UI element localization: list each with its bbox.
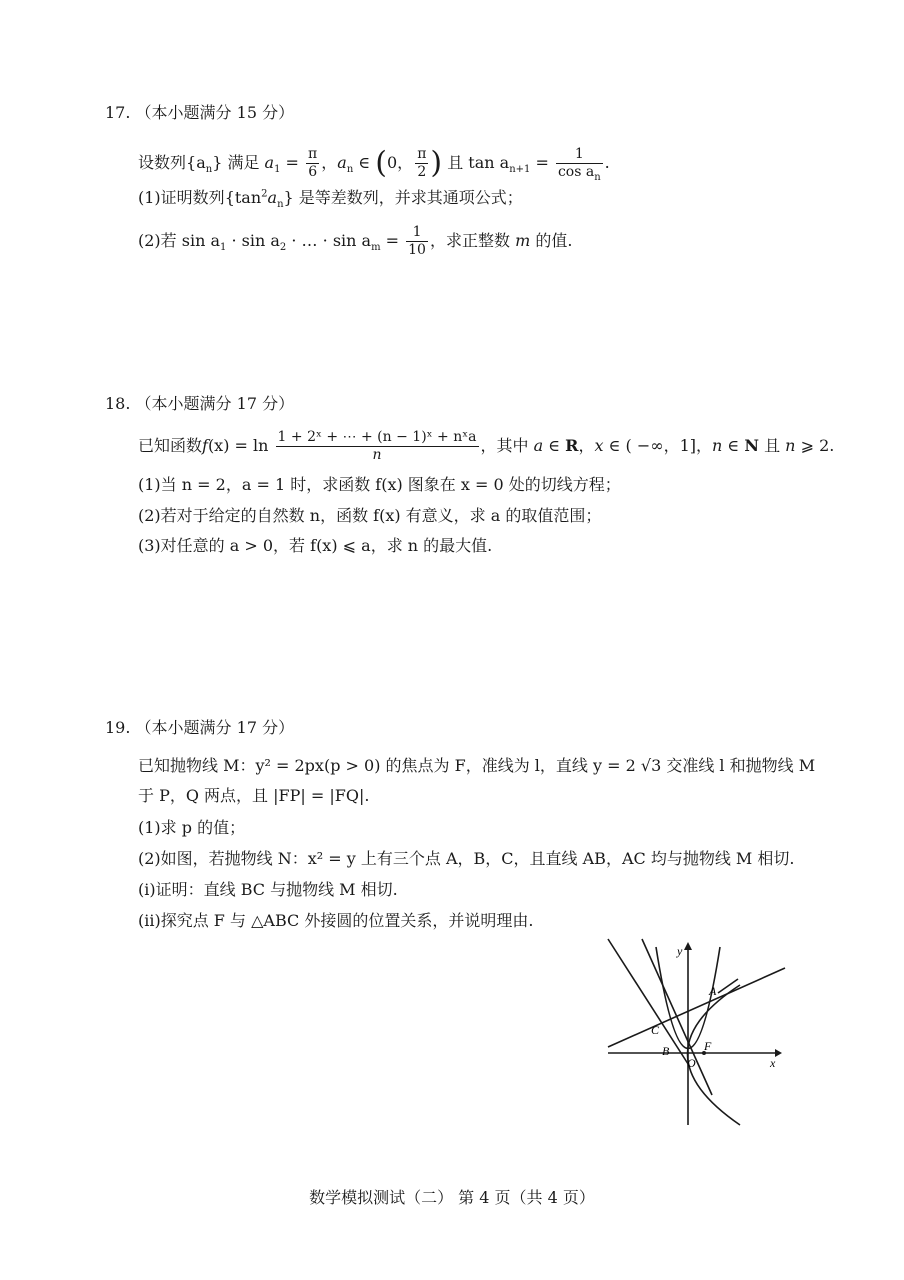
- fraction-1-cos: $\frac{1}{\cos a_n}$: [557, 146, 601, 183]
- problem-18-part-2: (2)若对于给定的自然数 n，函数 f(x) 有意义，求 a 的取值范围；: [138, 506, 602, 525]
- label-a: A: [709, 984, 717, 998]
- problem-19-part-1: (1)求 p 的值；: [138, 818, 246, 837]
- problem-17-stem: 设数列$\{a_n\}$ 满足 $a_1$ = $\frac{\pi}{6}$ ，$a_n$ ∈ (0， $\frac{\pi}{2}$ ) 且 $\tan a_{n+1}$ = $\frac{1}{\cos a_n}$ .: [138, 145, 610, 183]
- problem-19-stem-line-2: 于 P，Q 两点，且 |FP| = |FQ|.: [138, 786, 370, 805]
- problem-number: 18.: [105, 394, 131, 413]
- x-axis-arrow: [775, 1049, 782, 1057]
- problem-19-part-2: (2)如图，若抛物线 N：x² = y 上有三个点 A，B，C，且直线 AB，AC 均与抛物线 M 相切.: [138, 849, 795, 868]
- problem-score: （本小题满分 17 分）: [135, 718, 295, 737]
- problem-18-header: [105, 394, 294, 414]
- label-c: C: [651, 1023, 660, 1037]
- label-y: y: [677, 944, 683, 958]
- problem-18-stem: 已知函数f(x) = ln $\frac{\text{1 + 2ˣ + ⋯ + (n − 1)ˣ + nˣa}}{n}$ ，其中 a ∈ R，x ∈ ( −∞，1]，n ∈ N 且 n ⩾ 2.: [138, 429, 835, 463]
- problem-18-part-3: (3)对任意的 a > 0，若 f(x) ⩽ a，求 n 的最大值.: [138, 536, 493, 555]
- problem-19-stem-line-1: 已知抛物线 M：y² = 2px(p > 0) 的焦点为 F，准线为 l，直线 y = 2 √3 交准线 l 和抛物线 M: [138, 756, 816, 775]
- problem-17-header: [105, 103, 294, 123]
- parabola-m: [688, 985, 741, 1125]
- problem-19-sub-i: (i)证明：直线 BC 与抛物线 M 相切.: [138, 880, 398, 899]
- problem-19-header: [105, 718, 294, 738]
- problem-18-part-1: (1)当 n = 2，a = 1 时，求函数 f(x) 图象在 x = 0 处的切线方程；: [138, 475, 621, 494]
- fraction-log-argument: $\frac{\text{1 + 2ˣ + ⋯ + (n − 1)ˣ + nˣa}}{n}$: [277, 429, 477, 463]
- problem-score: （本小题满分 15 分）: [135, 103, 295, 122]
- problem-number: 17.: [105, 103, 131, 122]
- label-b: B: [662, 1044, 670, 1058]
- problem-17-part-2: (2)若 $\sin a_1 \cdot \sin a_2$ · … · $\sin a_m$ = $\frac{1}{10}$ ，求正整数 m 的值.: [138, 224, 573, 258]
- parabola-figure: [600, 935, 800, 1135]
- problem-score: （本小题满分 17 分）: [135, 394, 295, 413]
- label-o: O: [687, 1056, 696, 1070]
- y-axis-arrow: [684, 942, 692, 950]
- problem-19-sub-ii: (ii)探究点 F 与 △ABC 外接圆的位置关系，并说明理由.: [138, 911, 534, 930]
- fraction-pi-2: $\frac{\pi}{2}$: [417, 146, 427, 180]
- problem-17-part-1: (1)证明数列$\{\tan^2a_n\}$ 是等差数列，并求其通项公式；: [138, 188, 523, 211]
- label-x: x: [770, 1056, 776, 1070]
- fraction-pi-6: $\frac{\pi}{6}$: [308, 146, 318, 180]
- problem-number: 19.: [105, 718, 131, 737]
- line-ab: [608, 939, 690, 1067]
- label-f: F: [704, 1039, 712, 1053]
- fraction-1-10: $\frac{1}{10}$: [408, 224, 426, 258]
- page-footer: 数学模拟测试（二） 第 4 页（共 4 页）: [309, 1188, 595, 1207]
